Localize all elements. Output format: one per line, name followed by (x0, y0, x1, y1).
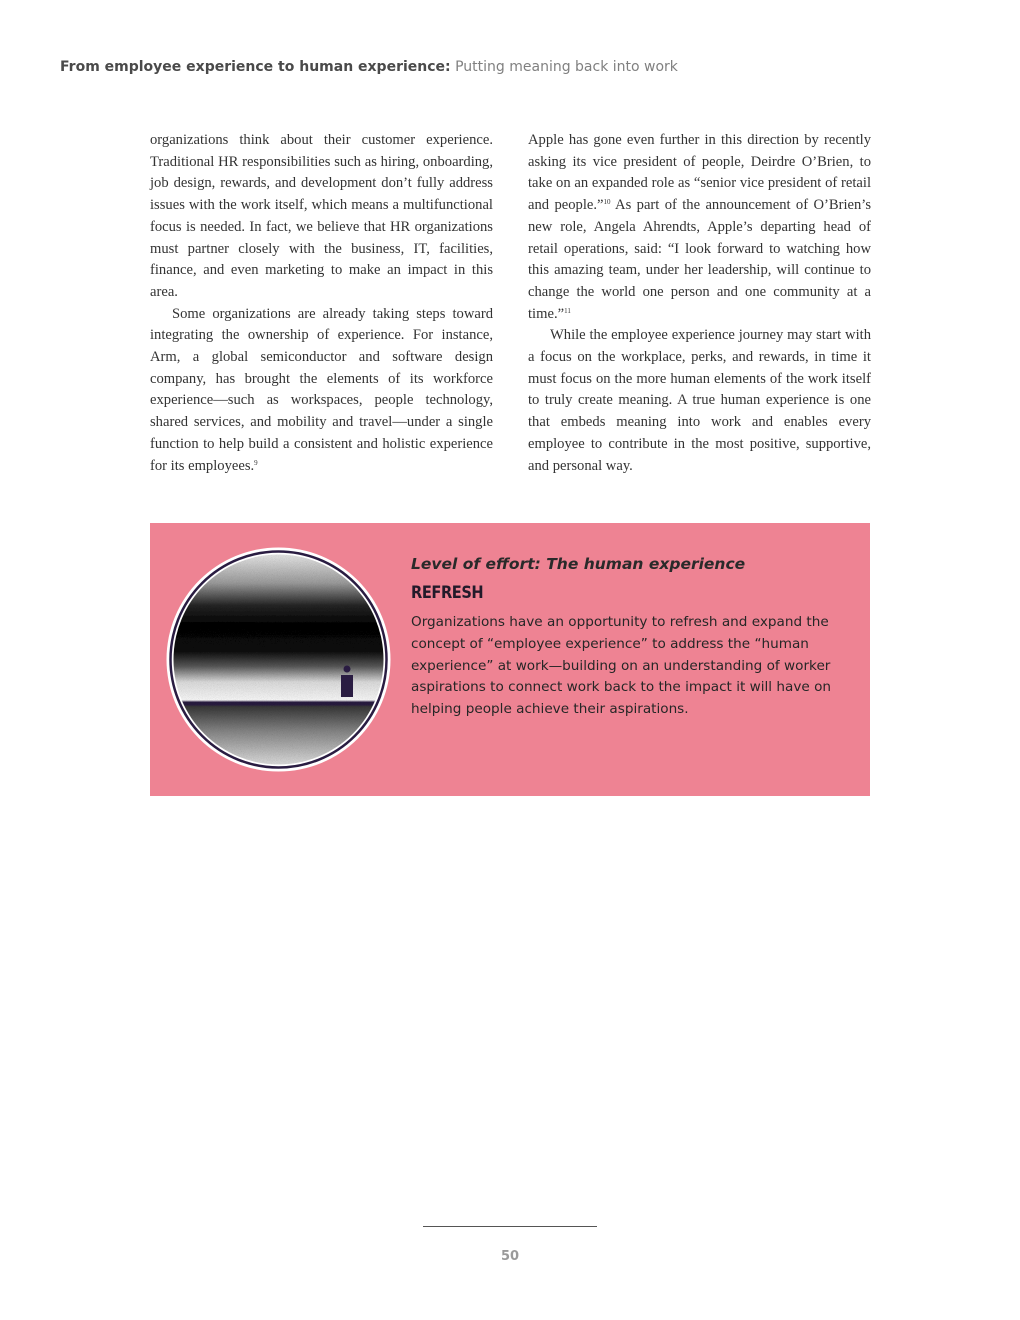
running-header-subtitle: Putting meaning back into work (455, 59, 678, 75)
paragraph-text: Some organizations are already taking steps toward integrating the ownership of experience. For instance, Arm, a global semiconductor and software design company, has brought the elements of its workforce experience—such as workspaces, people technology, shared services, and mobility and travel—under a single function to help build a consistent and holistic experience for its employees. (150, 305, 493, 474)
running-header-title: From employee experience to human experience: (60, 59, 451, 75)
footnote-ref[interactable]: 10 (603, 198, 611, 207)
paragraph-text: Apple has gone even further in this direction by recently asking its vice president of people, Deirdre O’Brien, to take on an expanded role as “senior vice president of retail and people.” (528, 132, 871, 214)
paragraph: While the employee experience journey may start with a focus on the workplace, perks, and rewards, in time it must focus on the more human elements of the work itself to truly create meaning. A true human experience is one that embeds meaning into work and enables every employee to contribute in the most positive, supportive, and personal way. (528, 327, 871, 474)
callout-heading: REFRESH (411, 583, 484, 603)
paragraph (528, 130, 871, 325)
paragraph: organizations think about their customer experience. Traditional HR responsibilities such as hiring, onboarding, job design, rewards, and development don’t fully address issues with the work itself, which means a multifunctional focus is needed. In fact, we believe that HR organizations must partner closely with the business, IT, facilities, finance, and even marketing to make an impact in this area. (150, 132, 493, 300)
standing-figure (341, 675, 353, 697)
stippled-figure-illustration (166, 547, 391, 772)
callout-eyebrow: Level of effort: The human experience (411, 555, 746, 573)
paragraph (150, 304, 493, 478)
paragraph-text: As part of the announcement of O’Brien’s new role, Angela Ahrendts, Apple’s departing head of retail operations, said: “I look forward to watching how this amazing team, under her leadership, will continue to change the world one person and one community at a time.” (528, 197, 872, 322)
running-header (60, 59, 678, 75)
body-column-left (150, 130, 493, 477)
footnote-ref[interactable]: 9 (254, 458, 258, 467)
body-column-right (528, 130, 871, 477)
footer-divider (423, 1226, 597, 1227)
page-number: 50 (500, 1249, 520, 1264)
level-of-effort-callout (150, 523, 870, 796)
callout-body: Organizations have an opportunity to refresh and expand the concept of “employee experience” to address the “human experience” at work—building on an understanding of worker aspirations to connect work back to the impact it will have on helping people achieve their aspirations. (411, 614, 832, 718)
callout-text (411, 555, 851, 721)
footnote-ref[interactable]: 11 (564, 306, 571, 315)
